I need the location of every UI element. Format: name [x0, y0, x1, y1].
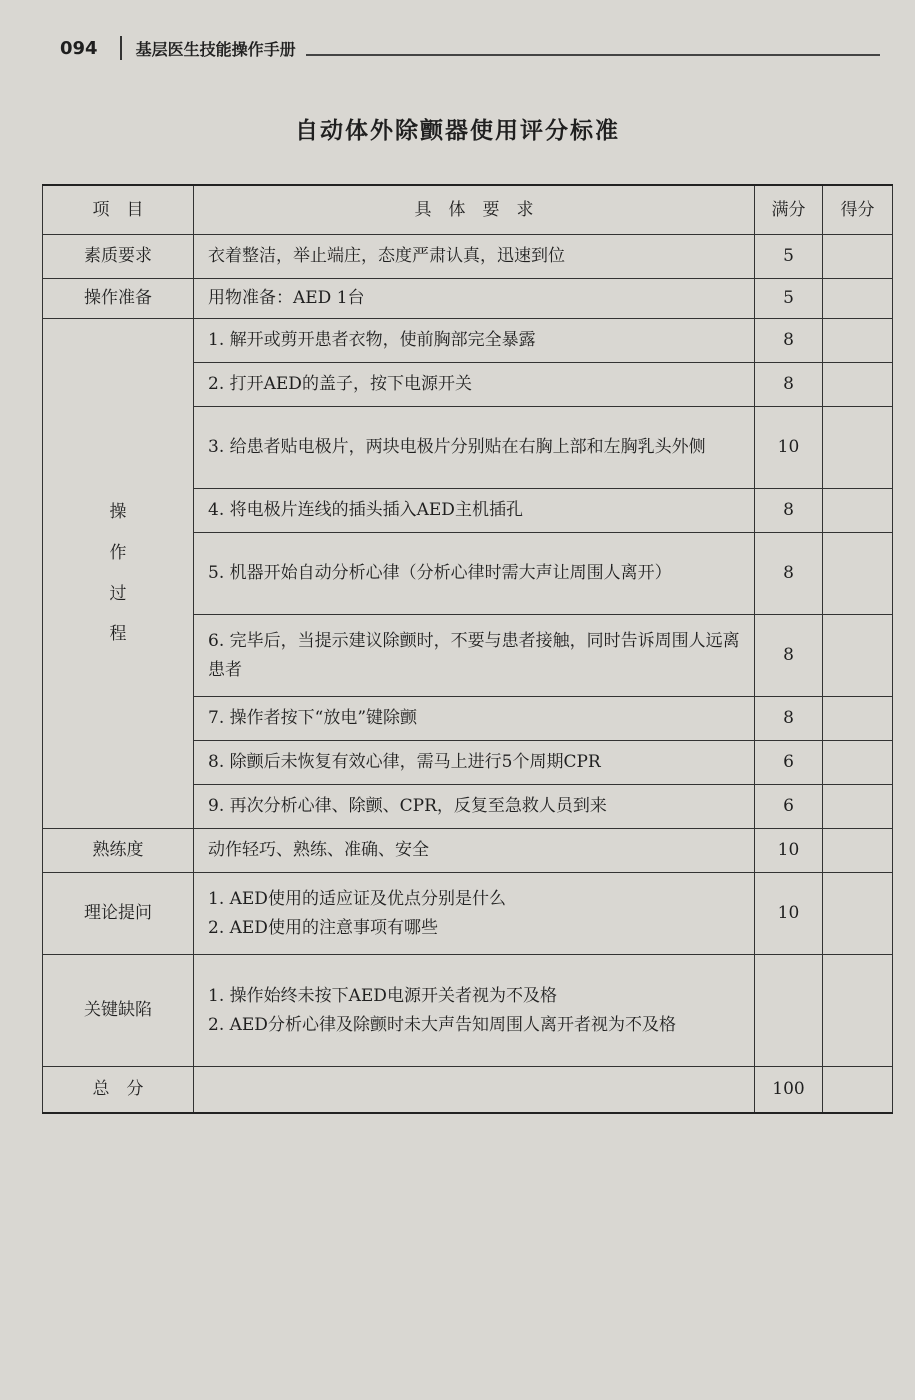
row-score-cell — [823, 873, 893, 955]
column-header-requirement: 具 体 要 求 — [194, 185, 755, 235]
step-requirement: 4. 将电极片连线的插头插入AED主机插孔 — [194, 489, 755, 533]
step-requirement: 2. 打开AED的盖子，按下电源开关 — [194, 363, 755, 407]
row-score-cell — [823, 955, 893, 1067]
step-full-score: 6 — [755, 741, 823, 785]
step-requirement: 3. 给患者贴电极片，两块电极片分别贴在右胸上部和左胸乳头外侧 — [194, 407, 755, 489]
row-full-score: 5 — [755, 279, 823, 319]
step-requirement: 9. 再次分析心律、除颤、CPR，反复至急救人员到来 — [194, 785, 755, 829]
total-label: 总 分 — [43, 1067, 194, 1113]
book-title: 基层医生技能操作手册 — [135, 39, 296, 59]
page-number: 094 — [60, 37, 98, 59]
step-requirement: 8. 除颤后未恢复有效心律，需马上进行5个周期CPR — [194, 741, 755, 785]
row-full-score: 10 — [755, 829, 823, 873]
row-requirement: 衣着整洁，举止端庄，态度严肃认真，迅速到位 — [194, 235, 755, 279]
table-header-row — [43, 185, 893, 235]
step-requirement: 5. 机器开始自动分析心律（分析心律时需大声让周围人离开） — [194, 533, 755, 615]
row-item-label: 理论提问 — [43, 873, 194, 955]
row-score-cell — [823, 279, 893, 319]
step-full-score: 8 — [755, 319, 823, 363]
step-score-cell — [823, 363, 893, 407]
theory-questions — [194, 873, 755, 955]
table-row — [43, 279, 893, 319]
step-requirement: 7. 操作者按下“放电”键除颤 — [194, 697, 755, 741]
step-score-cell — [823, 785, 893, 829]
row-full-score: 5 — [755, 235, 823, 279]
process-label-char: 程 — [109, 624, 127, 645]
row-score-cell — [823, 235, 893, 279]
table-row — [43, 235, 893, 279]
total-row — [43, 1067, 893, 1113]
step-score-cell — [823, 319, 893, 363]
step-score-cell — [823, 407, 893, 489]
process-label-char: 操 — [109, 501, 127, 522]
step-full-score: 6 — [755, 785, 823, 829]
table-title: 自动体外除颤器使用评分标准 — [295, 118, 620, 144]
row-requirement: 动作轻巧、熟练、准确、安全 — [194, 829, 755, 873]
column-header-full-score: 满分 — [755, 185, 823, 235]
step-score-cell — [823, 615, 893, 697]
theory-question: 2. AED使用的注意事项有哪些 — [208, 917, 438, 938]
row-item-label: 关键缺陷 — [43, 955, 194, 1067]
table-row — [43, 955, 893, 1067]
scoring-table — [42, 184, 893, 1114]
row-score-cell — [823, 829, 893, 873]
step-full-score: 10 — [755, 407, 823, 489]
process-item-label — [43, 319, 194, 829]
step-full-score: 8 — [755, 489, 823, 533]
total-full-score: 100 — [755, 1067, 823, 1113]
row-item-label: 熟练度 — [43, 829, 194, 873]
header-divider — [120, 36, 122, 60]
step-full-score: 8 — [755, 533, 823, 615]
step-score-cell — [823, 489, 893, 533]
theory-question: 1. AED使用的适应证及优点分别是什么 — [208, 888, 506, 909]
step-score-cell — [823, 741, 893, 785]
step-requirement: 1. 解开或剪开患者衣物，使前胸部完全暴露 — [194, 319, 755, 363]
process-label-char: 作 — [109, 542, 127, 563]
table-row — [43, 873, 893, 955]
page-header — [60, 28, 880, 68]
total-blank — [194, 1067, 755, 1113]
table-row — [43, 319, 893, 363]
row-requirement: 用物准备：AED 1台 — [194, 279, 755, 319]
row-item-label: 素质要求 — [43, 235, 194, 279]
key-defect: 2. AED分析心律及除颤时未大声告知周围人离开者视为不及格 — [208, 1014, 676, 1035]
row-full-score — [755, 955, 823, 1067]
key-defects-list — [194, 955, 755, 1067]
step-full-score: 8 — [755, 363, 823, 407]
step-score-cell — [823, 697, 893, 741]
step-requirement: 6. 完毕后，当提示建议除颤时，不要与患者接触，同时告诉周围人远离患者 — [194, 615, 755, 697]
step-score-cell — [823, 533, 893, 615]
step-full-score: 8 — [755, 697, 823, 741]
row-full-score: 10 — [755, 873, 823, 955]
process-label-char: 过 — [109, 583, 127, 604]
row-item-label: 操作准备 — [43, 279, 194, 319]
step-full-score: 8 — [755, 615, 823, 697]
total-score-cell — [823, 1067, 893, 1113]
table-row — [43, 829, 893, 873]
column-header-item: 项 目 — [43, 185, 194, 235]
key-defect: 1. 操作始终未按下AED电源开关者视为不及格 — [208, 985, 557, 1006]
header-rule — [306, 54, 880, 56]
column-header-score: 得分 — [823, 185, 893, 235]
